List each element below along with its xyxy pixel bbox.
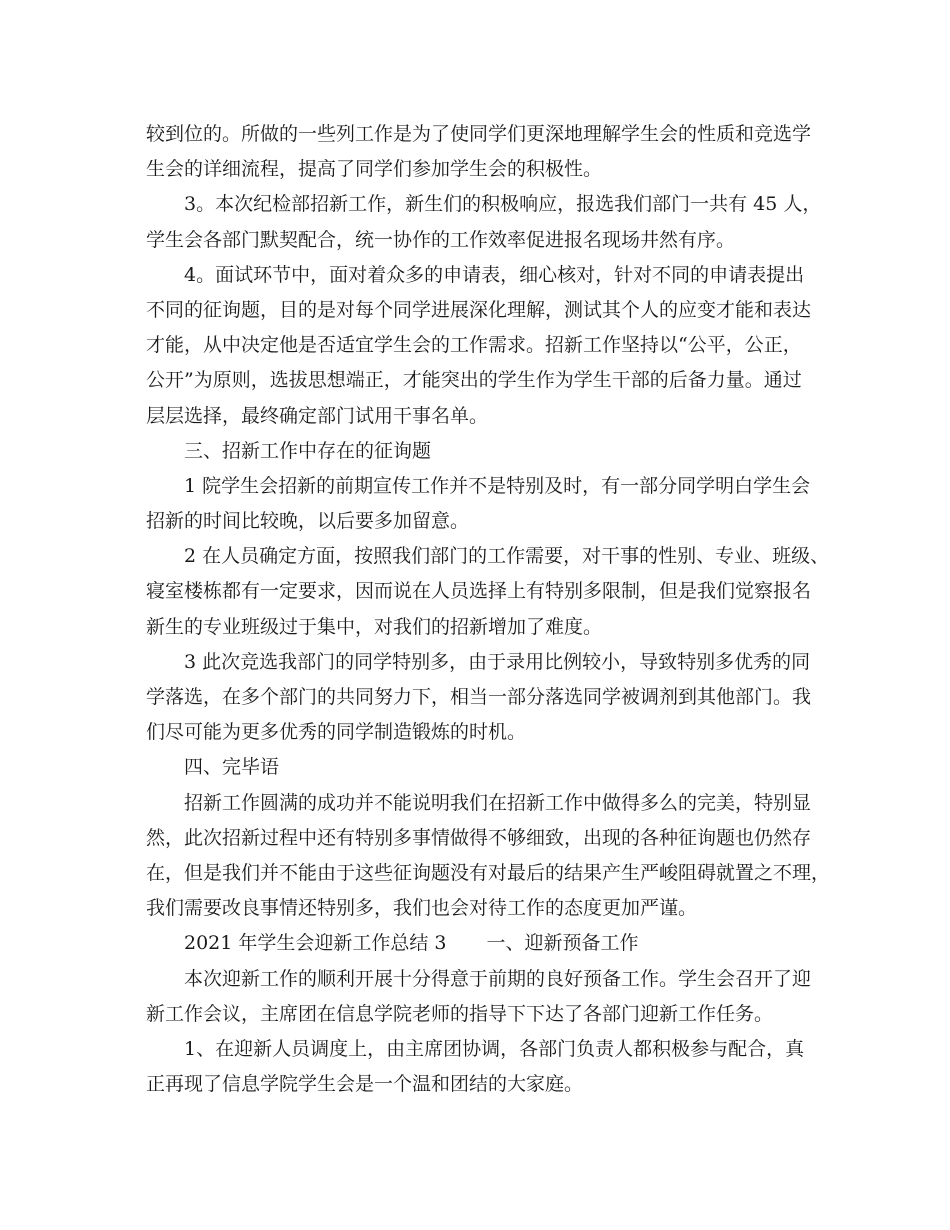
text-line: 招新工作圆满的成功并不能说明我们在招新工作中做得多么的完美，特别显 (184, 791, 812, 814)
text-line: 在，但是我们并不能由于这些征询题没有对最后的结果产生严峻阻碍就置之不理， (146, 861, 831, 884)
text-line: 新工作会议，主席团在信息学院老师的指导下下达了各部门迎新工作任务。 (146, 1002, 774, 1025)
text-line: 1、在迎新人员调度上，由主席团协调，各部门负责人都积极参与配合，真 (184, 1037, 805, 1060)
text-line: 较到位的。所做的一些列工作是为了使同学们更深地理解学生会的性质和竞选学 (146, 123, 812, 145)
text-line: 新生的专业班级过于集中，对我们的招新增加了难度。 (146, 615, 603, 638)
text-line: 们尽可能为更多优秀的同学制造锻炼的时机。 (146, 721, 527, 744)
text-line: 才能，从中决定他是否适宜学生会的工作需求。招新工作坚持以“公平，公正， (146, 334, 802, 357)
text-line: 学落选，在多个部门的共同努力下，相当一部分落选同学被调剂到其他部门。我 (146, 686, 812, 708)
document-body (146, 117, 831, 1102)
section-heading: 四、完毕语 (184, 756, 280, 779)
text-line: 3。本次纪检部招新工作，新生们的积极响应，报选我们部门一共有 45 人， (184, 193, 822, 216)
text-line: 正再现了信息学院学生会是一个温和团结的大家庭。 (146, 1073, 584, 1096)
text-line: 寝室楼栋都有一定要求，因而说在人员选择上有特别多限制，但是我们觉察报名 (146, 580, 812, 603)
section-title-right: 一、迎新预备工作 (486, 932, 639, 955)
text-line: 招新的时间比较晚，以后要多加留意。 (146, 510, 470, 533)
section-heading: 三、招新工作中存在的征询题 (184, 439, 432, 462)
text-line: 不同的征询题，目的是对每个同学进展深化理解，测试其个人的应变才能和表达 (146, 298, 812, 321)
text-line: 然，此次招新过程中还有特别多事情做得不够细致，出现的各种征询题也仍然存 (146, 826, 812, 849)
section-title-left: 2021 年学生会迎新工作总结 3 (184, 932, 447, 955)
text-line: 3 此次竞选我部门的同学特别多，由于录用比例较小，导致特别多优秀的同 (184, 650, 811, 673)
text-line: 公开”为原则，选拔思想端正，才能突出的学生作为学生干部的后备力量。通过 (146, 369, 802, 392)
text-line: 1 院学生会招新的前期宣传工作并不是特别及时，有一部分同学明白学生会 (184, 474, 811, 497)
text-line: 生会的详细流程，提高了同学们参加学生会的积极性。 (146, 158, 603, 181)
text-line: 我们需要改良事情还特别多，我们也会对待工作的态度更加严谨。 (146, 897, 698, 920)
document-section-title (146, 926, 814, 961)
text-line: 学生会各部门默契配合，统一协作的工作效率促进报名现场井然有序。 (146, 228, 736, 251)
text-line: 4。面试环节中，面对着众多的申请表，细心核对，针对不同的申请表提出 (184, 263, 805, 286)
text-line: 2 在人员确定方面，按照我们部门的工作需要，对干事的性别、专业、班级、 (184, 545, 830, 568)
text-line: 层层选择，最终确定部门试用干事名单。 (146, 404, 489, 427)
text-line: 本次迎新工作的顺利开展十分得意于前期的良好预备工作。学生会召开了迎 (184, 967, 812, 990)
